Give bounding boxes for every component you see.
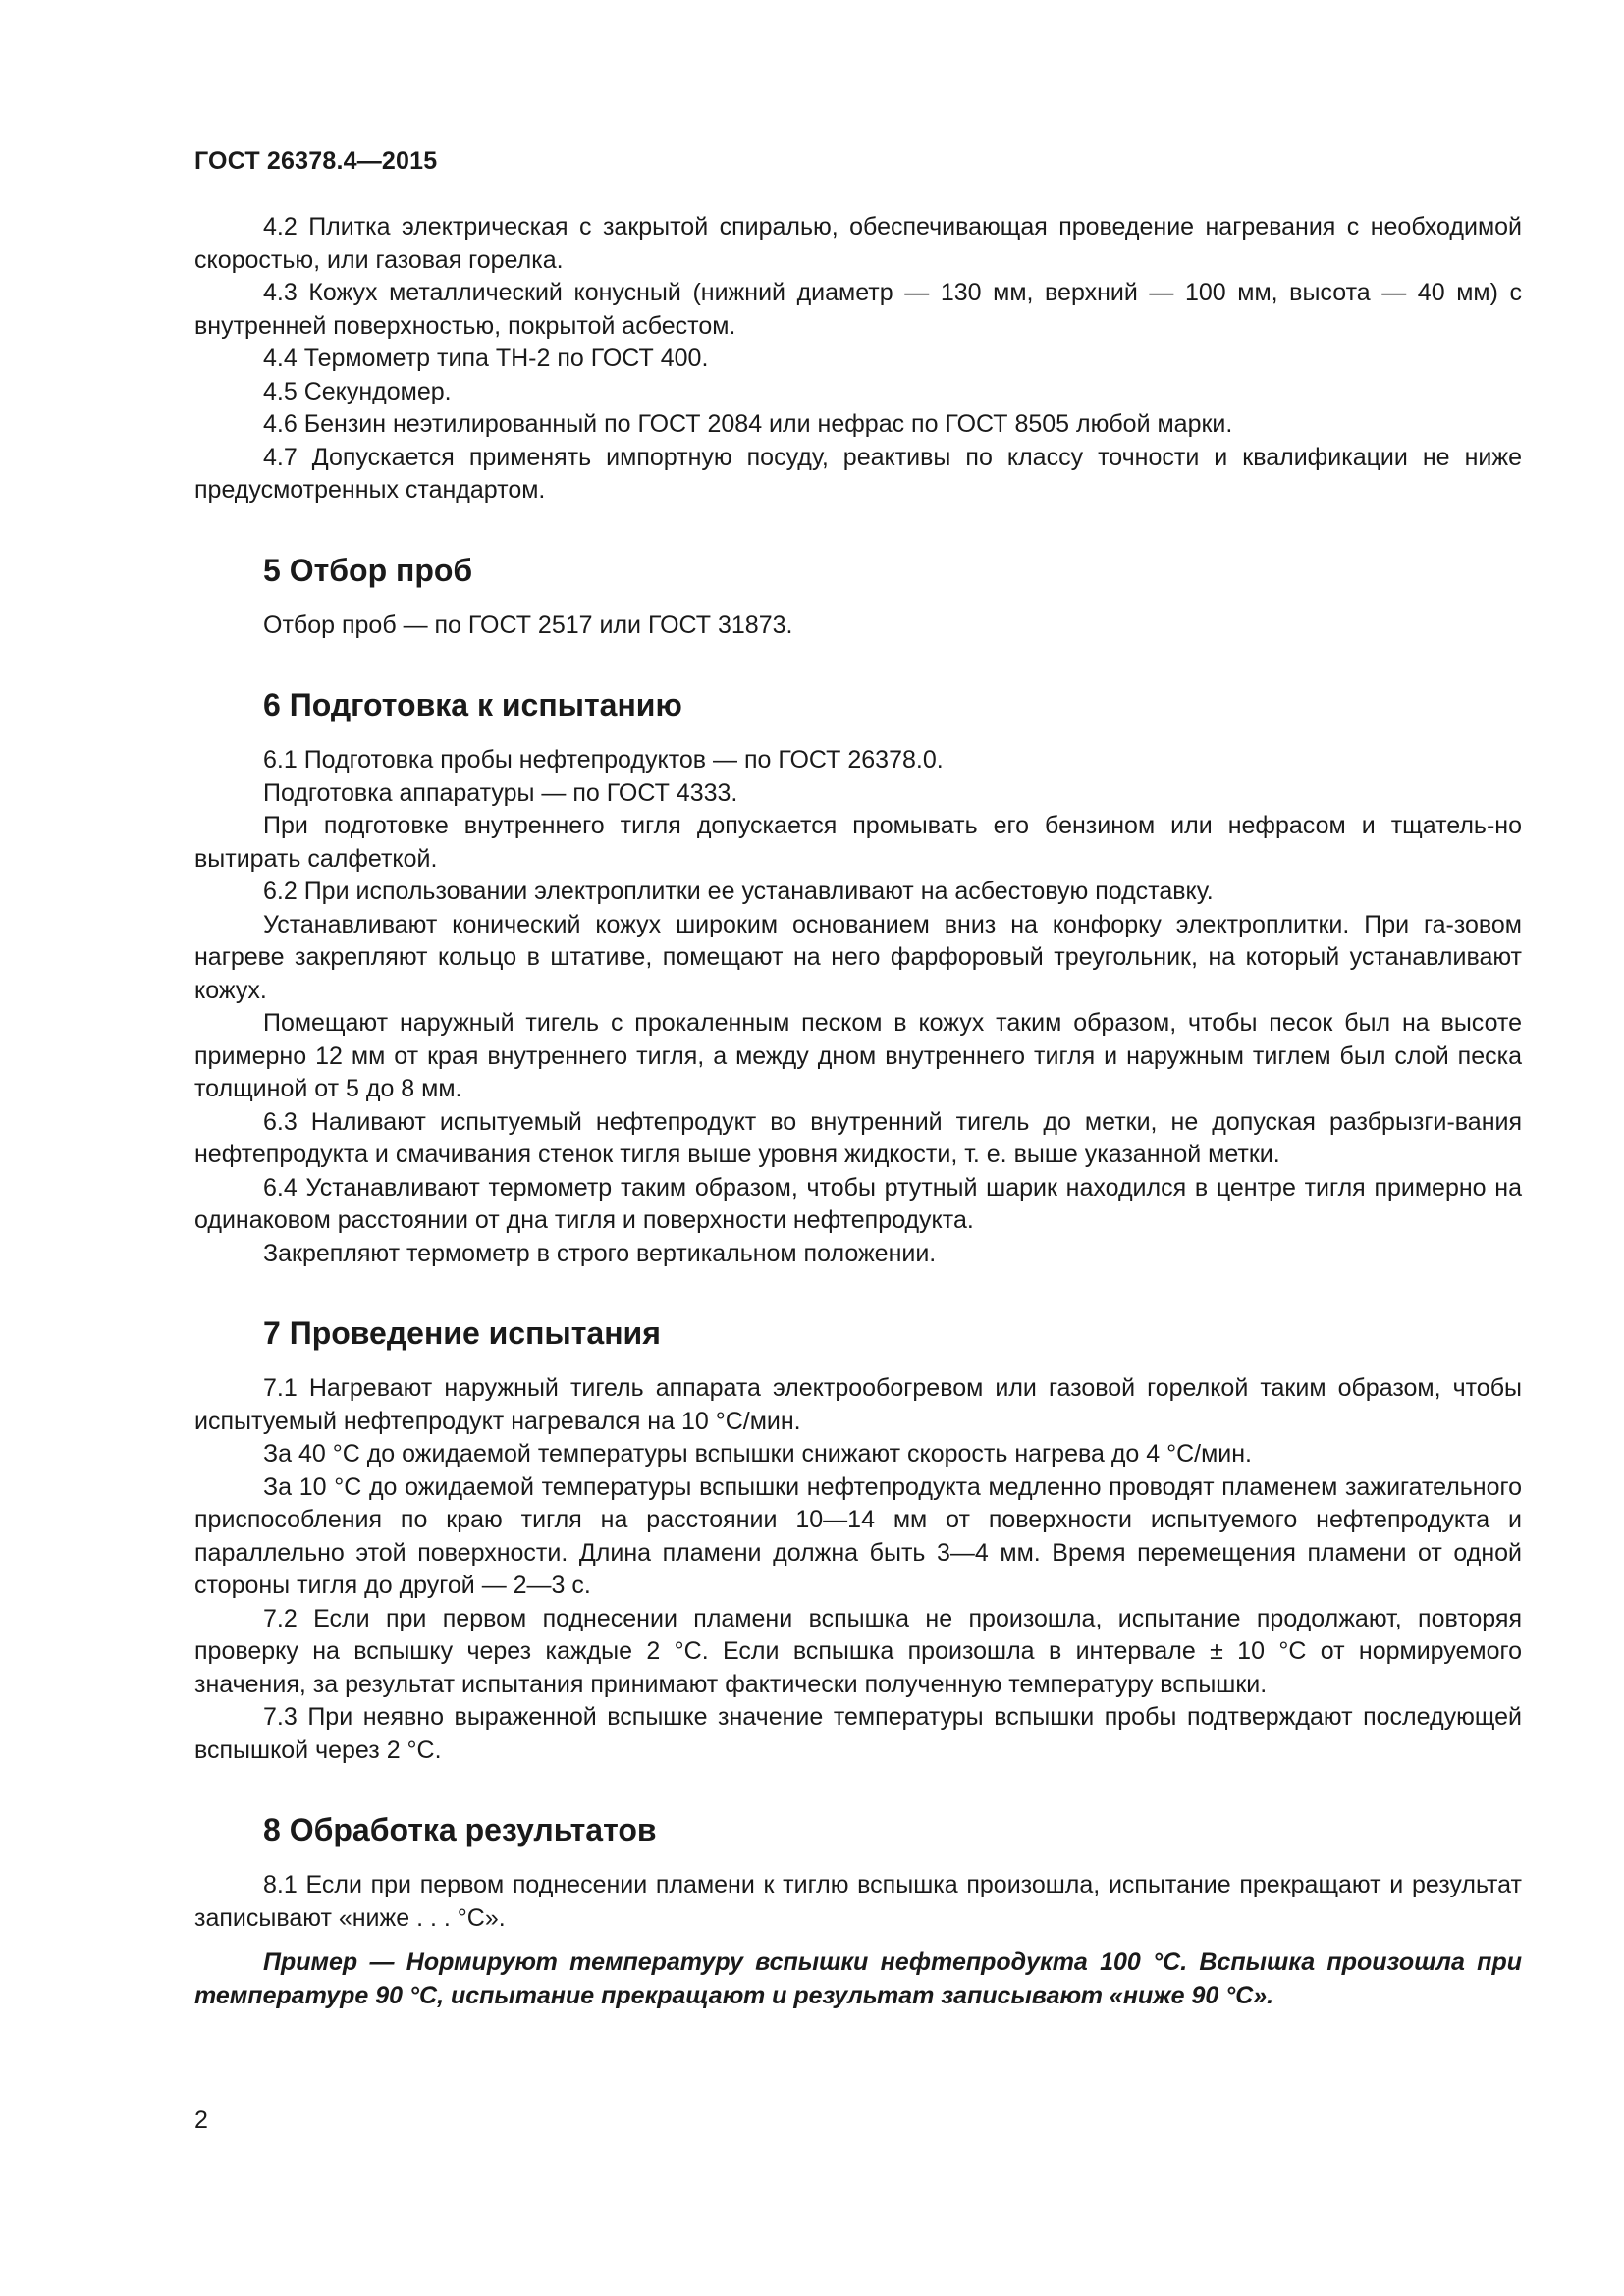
page-number: 2 <box>194 2107 208 2134</box>
paragraph-4-2: 4.2 Плитка электрическая с закрытой спиралью, обеспечивающая проведение нагревания с необходимой скоростью, или газовая горелка. <box>194 213 1522 274</box>
paragraph-6-4b: Закрепляют термометр в строго вертикальном положении. <box>263 1239 937 1267</box>
section-6-heading: 6 Подготовка к испытанию <box>263 687 682 722</box>
paragraph-4-6: 4.6 Бензин неэтилированный по ГОСТ 2084 или нефрас по ГОСТ 8505 любой марки. <box>263 410 1233 438</box>
section-5-heading: 5 Отбор проб <box>263 552 473 588</box>
paragraph-7-1b: За 40 °С до ожидаемой температуры вспышки снижают скорость нагрева до 4 °С/мин. <box>263 1440 1253 1468</box>
paragraph-6-4: 6.4 Устанавливают термометр таким образом, чтобы ртутный шарик находился в центре тигля примерно на одинаковом расстоянии от дна тигля и поверхности нефтепродукта. <box>194 1173 1522 1234</box>
section-8-heading: 8 Обработка результатов <box>263 1812 657 1847</box>
paragraph-7-1: 7.1 Нагревают наружный тигель аппарата электрообогревом или газовой горелкой таким образом, чтобы испытуемый нефтепродукт нагревался на 10 °С/мин. <box>194 1374 1522 1435</box>
paragraph-8-1: 8.1 Если при первом поднесении пламени к тиглю вспышка произошла, испытание прекращают и результат записывают «ниже . . . °С». <box>194 1871 1522 1932</box>
paragraph-6-2c: Помещают наружный тигель с прокаленным песком в кожух таким образом, чтобы песок был на высоте примерно 12 мм от края внутреннего тигля, а между дном внутреннего тигля и наружным тиглем был слой песка толщиной от 5 до 8 мм. <box>194 1009 1522 1102</box>
section-7 <box>194 1313 1522 1767</box>
section-7-heading: 7 Проведение испытания <box>263 1315 661 1351</box>
section-6 <box>194 685 1522 1270</box>
paragraph-6-3: 6.3 Наливают испытуемый нефтепродукт во внутренний тигель до метки, не допуская разбрызги-вания нефтепродукта и смачивания стенок тигля выше уровня жидкости, т. е. выше указанной метки. <box>194 1107 1522 1168</box>
paragraph-6-1c: При подготовке внутреннего тигля допускается промывать его бензином или нефрасом и тщатель-но вытирать салфеткой. <box>194 812 1522 873</box>
paragraph-5-text: Отбор проб — по ГОСТ 2517 или ГОСТ 31873. <box>263 611 793 639</box>
paragraph-4-7: 4.7 Допускается применять импортную посуду, реактивы по классу точности и квалификации не ниже предусмотренных стандартом. <box>194 443 1522 504</box>
paragraph-6-1b: Подготовка аппаратуры — по ГОСТ 4333. <box>263 778 738 807</box>
section-8 <box>194 1810 1522 2012</box>
paragraph-4-4: 4.4 Термометр типа ТН-2 по ГОСТ 400. <box>263 345 709 372</box>
paragraph-7-1c: За 10 °С до ожидаемой температуры вспышки нефтепродукта медленно проводят пламенем зажигательного приспособления по краю тигля на расстоянии 10—14 мм от поверхности испытуемого нефтепродукта и параллельно этой поверхности. Длина пламени должна быть 3—4 мм. Время перемещения пламени от одной стороны тигля до другой — 2—3 с. <box>194 1472 1522 1599</box>
paragraph-4-5: 4.5 Секундомер. <box>263 377 452 405</box>
document-page <box>194 147 1522 2012</box>
paragraph-7-3: 7.3 При неявно выраженной вспышке значение температуры вспышки пробы подтверждают последующей вспышкой через 2 °С. <box>194 1703 1522 1764</box>
section-5 <box>194 551 1522 643</box>
paragraph-6-2b: Устанавливают конический кожух широким основанием вниз на конфорку электроплитки. При га-зовом нагреве закрепляют кольцо в штативе, помещают на него фарфоровый треугольник, на который устанавливают кожух. <box>194 910 1522 1004</box>
paragraph-6-2: 6.2 При использовании электроплитки ее устанавливают на асбестовую подставку. <box>263 878 1214 905</box>
paragraph-7-2: 7.2 Если при первом поднесении пламени вспышка не произошла, испытание продолжают, повторяя проверку на вспышку через каждые 2 °С. Если вспышка произошла в интервале ± 10 °С от нормируемого значения, за результат испытания принимают фактически полученную температуру вспышки. <box>194 1604 1522 1698</box>
paragraph-4-3: 4.3 Кожух металлический конусный (нижний диаметр — 130 мм, верхний — 100 мм, высота — 40 мм) с внутренней поверхностью, покрытой асбестом. <box>194 279 1522 340</box>
example-note: Пример — Нормируют температуру вспышки нефтепродукта 100 °С. Вспышка произошла при температуре 90 °С, испытание прекращают и результат записывают «ниже 90 °С». <box>194 1949 1522 2009</box>
document-code: ГОСТ 26378.4—2015 <box>194 147 438 175</box>
section-4-items <box>194 211 1522 507</box>
paragraph-6-1: 6.1 Подготовка пробы нефтепродуктов — по ГОСТ 26378.0. <box>263 746 944 774</box>
